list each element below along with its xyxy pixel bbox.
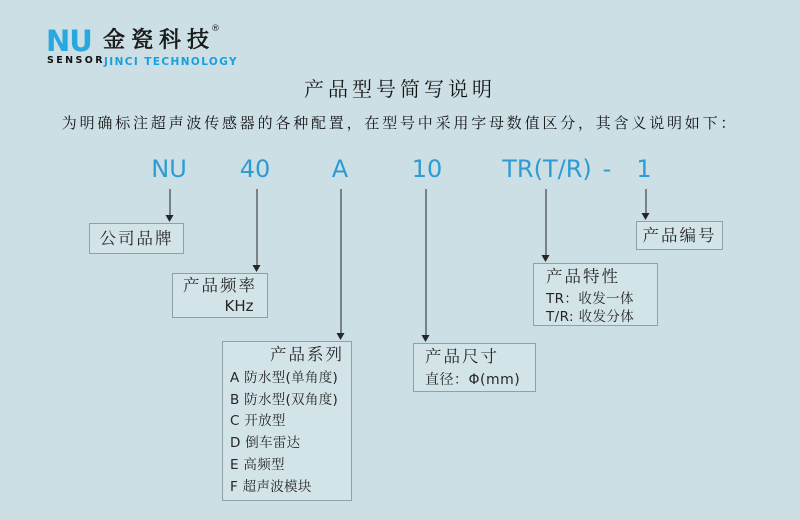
arrow-down-icon bbox=[421, 335, 429, 342]
page-subtitle: 为明确标注超声波传感器的各种配置，在型号中采用字母数值区分，其含义说明如下： bbox=[61, 114, 739, 132]
series-label: 产品系列 bbox=[270, 345, 344, 364]
series-item-list bbox=[223, 368, 351, 499]
brand-label-box bbox=[89, 223, 184, 254]
connector-number bbox=[641, 189, 650, 220]
registered-trademark-icon: ® bbox=[211, 24, 227, 34]
arrow-down-icon bbox=[541, 255, 549, 262]
connector-line bbox=[256, 189, 257, 267]
frequency-label: 产品频率 bbox=[183, 276, 257, 295]
logo-company-name-cn bbox=[103, 24, 230, 54]
series-item: F 超声波模块 bbox=[230, 478, 312, 495]
model-code-dash: - bbox=[602, 155, 612, 183]
model-code-size: 10 bbox=[411, 155, 443, 183]
number-label: 产品编号 bbox=[642, 226, 717, 245]
connector-line bbox=[545, 189, 546, 257]
connector-line bbox=[645, 189, 646, 215]
feature-line-t-r: T/R: 收发分体 bbox=[546, 308, 635, 325]
arrow-down-icon bbox=[641, 213, 649, 220]
page-title: 产品型号简写说明 bbox=[304, 77, 496, 101]
feature-label: 产品特性 bbox=[546, 267, 620, 286]
logo-company-name-en: JINCI TECHNOLOGY bbox=[104, 56, 239, 68]
logo-sensor-text: SENSOR bbox=[47, 55, 105, 66]
connector-feature bbox=[541, 189, 550, 262]
logo-company-name-cn-text: 金瓷科技 bbox=[103, 28, 216, 53]
model-code-frequency: 40 bbox=[239, 155, 271, 183]
series-label-box bbox=[222, 341, 352, 501]
series-item: D 倒车雷达 bbox=[230, 435, 301, 452]
brand-label: 公司品牌 bbox=[99, 229, 174, 248]
model-code-number: 1 bbox=[636, 155, 652, 183]
connector-line bbox=[169, 189, 170, 217]
arrow-down-icon bbox=[165, 215, 173, 222]
model-code-brand: NU bbox=[151, 155, 187, 183]
series-item: B 防水型(双角度) bbox=[230, 391, 339, 408]
frequency-label-box bbox=[172, 273, 268, 318]
arrow-down-icon bbox=[336, 333, 344, 340]
model-code-feature: TR(T/R) bbox=[502, 155, 592, 183]
feature-line-tr: TR：收发一体 bbox=[546, 290, 634, 307]
connector-line bbox=[425, 189, 426, 337]
arrow-down-icon bbox=[252, 265, 260, 272]
size-label: 产品尺寸 bbox=[425, 347, 499, 366]
connector-line bbox=[340, 189, 341, 335]
feature-label-box bbox=[533, 263, 658, 326]
series-item: C 开放型 bbox=[230, 413, 286, 430]
connector-size bbox=[421, 189, 430, 342]
connector-frequency bbox=[252, 189, 261, 272]
logo-nu-wordmark: NU bbox=[46, 24, 92, 58]
connector-brand bbox=[165, 189, 174, 222]
series-item: E 高频型 bbox=[230, 456, 285, 473]
series-item: A 防水型(单角度) bbox=[230, 369, 339, 386]
number-label-box bbox=[636, 221, 723, 250]
size-detail: 直径：Φ(mm) bbox=[425, 371, 521, 388]
frequency-unit: KHz bbox=[224, 296, 254, 315]
size-label-box bbox=[413, 343, 536, 392]
connector-series bbox=[336, 189, 345, 340]
model-code-series: A bbox=[331, 155, 349, 183]
